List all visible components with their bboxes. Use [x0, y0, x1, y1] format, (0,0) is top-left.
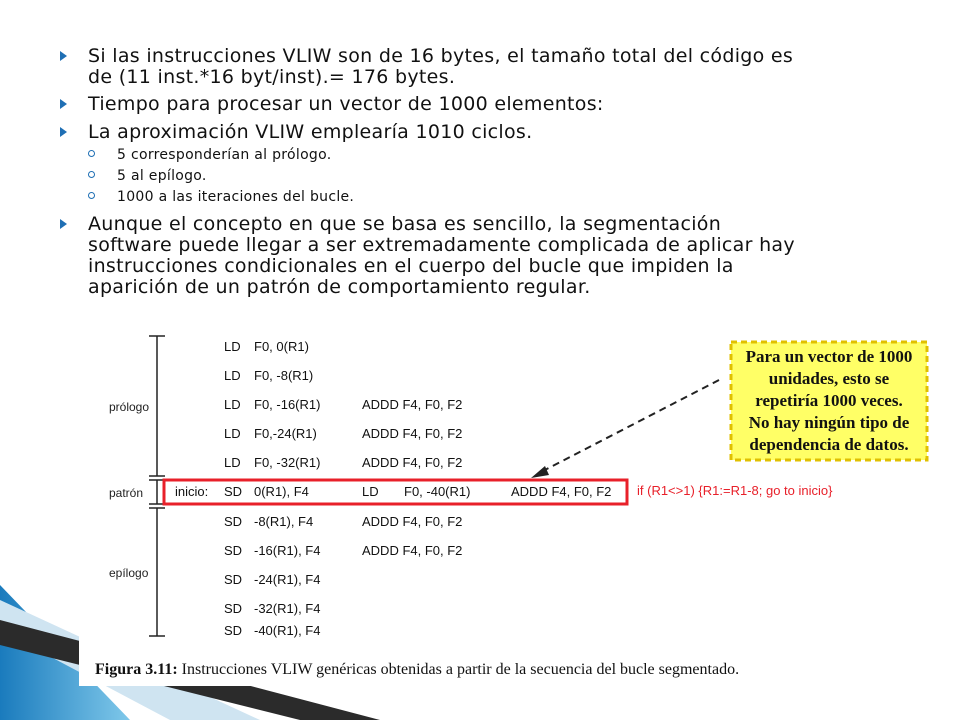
- bullet-1-line-2: de (11 inst.*16 byt/inst).= 176 bytes.: [88, 66, 456, 88]
- row-4-col-1: LD: [224, 426, 241, 441]
- bullet-4: [66, 214, 926, 298]
- bullet-3: [66, 122, 926, 143]
- row-4-col-3: ADDD F4, F0, F2: [362, 426, 463, 441]
- row-4-col-2: F0,-24(R1): [254, 426, 317, 441]
- annotation-text: [746, 347, 913, 454]
- figure-caption: [95, 661, 739, 678]
- row-7-col-1: SD: [224, 543, 243, 558]
- bullet-1-line-1: Si las instrucciones VLIW son de 16 bytes, el tamaño total del código es: [88, 45, 794, 67]
- sub-bullet-3: [88, 188, 354, 206]
- row-9-col-1: SD: [224, 601, 243, 616]
- bullet-arrow-icon: [60, 99, 67, 109]
- caption-text: Instrucciones VLIW genéricas obtenidas a partir de la secuencia del bucle segmentado.: [177, 661, 740, 678]
- annotation-line-3: repetiría 1000 veces.: [755, 391, 903, 410]
- annotation-line-2: unidades, esto se: [768, 369, 890, 388]
- annotation-line-1: Para un vector de 1000: [745, 347, 913, 366]
- row-8-col-1: SD: [224, 572, 243, 587]
- pattern-op-2: LD: [362, 484, 379, 499]
- sub-bullet-ring-icon: [88, 192, 95, 199]
- row-10-col-2: -40(R1), F4: [254, 623, 321, 638]
- sub-bullet-2-text: 5 al epílogo.: [117, 168, 207, 184]
- sub-bullet-ring-icon: [88, 150, 95, 157]
- annotation-line-5: dependencia de datos.: [749, 435, 909, 454]
- caption-label: Figura 3.11:: [95, 661, 178, 678]
- bullet-2-text: Tiempo para procesar un vector de 1000 elementos:: [88, 93, 604, 115]
- row-3-col-3: ADDD F4, F0, F2: [362, 397, 463, 412]
- label-prologo: prólogo: [109, 400, 150, 414]
- row-1-col-2: F0, 0(R1): [254, 339, 309, 354]
- row-1-col-1: LD: [224, 339, 241, 354]
- row-7-col-3: ADDD F4, F0, F2: [362, 543, 463, 558]
- bullet-1: [66, 46, 926, 88]
- row-3-col-1: LD: [224, 397, 241, 412]
- bullet-4-line-3: instrucciones condicionales en el cuerpo del bucle que impiden la: [88, 255, 734, 277]
- pattern-label: inicio:: [175, 484, 209, 499]
- row-9-col-2: -32(R1), F4: [254, 601, 321, 616]
- row-6-col-2: -8(R1), F4: [254, 514, 314, 529]
- bullet-4-line-1: Aunque el concepto en que se basa es sencillo, la segmentación: [88, 213, 722, 235]
- sub-bullet-ring-icon: [88, 171, 95, 178]
- row-5-col-1: LD: [224, 455, 241, 470]
- bullet-3-text: La aproximación VLIW emplearía 1010 ciclos.: [88, 121, 533, 143]
- bullet-4-line-4: aparición de un patrón de comportamiento regular.: [88, 276, 591, 298]
- row-10-col-1: SD: [224, 623, 243, 638]
- row-5-col-3: ADDD F4, F0, F2: [362, 455, 463, 470]
- row-5-col-2: F0, -32(R1): [254, 455, 321, 470]
- bullet-arrow-icon: [60, 51, 67, 61]
- row-2-col-1: LD: [224, 368, 241, 383]
- vliw-figure: [79, 322, 960, 686]
- row-8-col-2: -24(R1), F4: [254, 572, 321, 587]
- pattern-arg-2: F0, -40(R1): [404, 484, 471, 499]
- pattern-op-3: ADDD F4, F0, F2: [511, 484, 612, 499]
- row-6-col-3: ADDD F4, F0, F2: [362, 514, 463, 529]
- sub-bullet-3-text: 1000 a las iteraciones del bucle.: [117, 189, 355, 205]
- sub-bullet-1-text: 5 corresponderían al prólogo.: [117, 147, 332, 163]
- row-3-col-2: F0, -16(R1): [254, 397, 321, 412]
- bullet-arrow-icon: [60, 219, 67, 229]
- bullet-2: [66, 94, 926, 115]
- sub-bullet-1: [88, 146, 332, 164]
- pattern-op-1: SD: [224, 484, 243, 499]
- label-patron: patrón: [109, 486, 144, 500]
- loop-condition: if (R1<>1) {R1:=R1-8; go to inicio}: [637, 483, 833, 498]
- bullet-arrow-icon: [60, 127, 67, 137]
- row-6-col-1: SD: [224, 514, 243, 529]
- row-7-col-2: -16(R1), F4: [254, 543, 321, 558]
- row-2-col-2: F0, -8(R1): [254, 368, 314, 383]
- annotation-line-4: No hay ningún tipo de: [748, 413, 910, 432]
- pattern-arg-1: 0(R1), F4: [254, 484, 309, 499]
- sub-bullet-2: [88, 167, 207, 185]
- bullet-4-line-2: software puede llegar a ser extremadamente complicada de aplicar hay: [88, 234, 795, 256]
- label-epilogo: epílogo: [109, 566, 149, 580]
